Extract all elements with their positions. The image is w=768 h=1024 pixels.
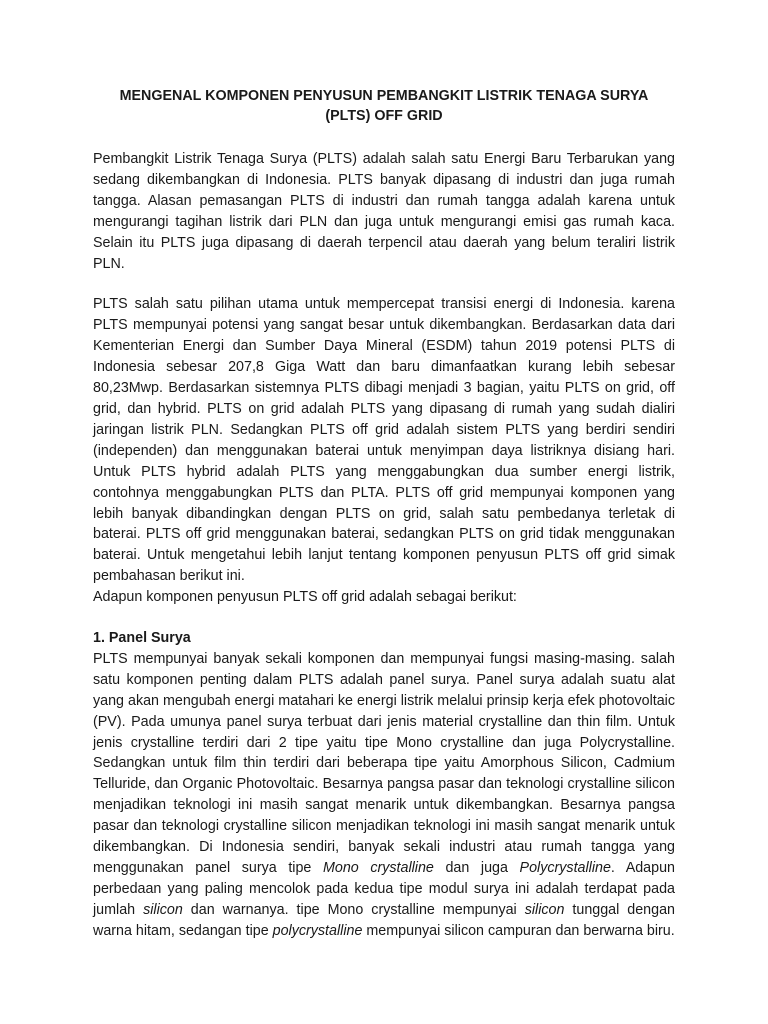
panel-surya-text-d: dan warnanya. tipe Mono crystalline mempunyai — [182, 901, 525, 918]
panel-surya-text-a: PLTS mempunyai banyak sekali komponen dan mempunyai fungsi masing-masing. salah satu komponen penting dalam PLTS adalah panel surya. Panel surya adalah suatu alat yang akan mengubah energi matahari ke energi listrik melalui prinsip kerja efek photovoltaic (PV). Pada umunya panel surya terbuat dari jenis material crystalline dan thin film. Untuk jenis crystalline terdiri dari 2 tipe yaitu tipe Mono crystalline dan juga Polycrystalline. Sedangkan untuk film thin terdiri dari beberapa tipe yaitu Amorphous Silicon, Cadmium Telluride, dan Organic Photovoltaic. Besarnya pangsa pasar dan teknologi crystalline silicon menjadikan teknologi ini masih sangat menarik untuk dikembangkan. Besarnya pangsa pasar dan teknologi crystalline silicon menjadikan teknologi ini masih sangat menarik untuk dikembangkan. Di Indonesia sendiri, banyak sekali industri atau rumah tangga yang menggunakan panel surya tipe — [93, 650, 675, 876]
section-heading-panel-surya: 1. Panel Surya — [93, 630, 191, 647]
panel-surya-em-silicon-2: silicon — [524, 901, 565, 918]
panel-surya-em-mono: Mono crystalline — [322, 860, 434, 876]
paragraph-components-intro: Adapun komponen penyusun PLTS off grid adalah sebagai berikut: — [93, 589, 517, 606]
panel-surya-em-poly-2: polycrystalline — [272, 922, 363, 939]
panel-surya-text-e: tunggal dengan warna hitam, sedangan tipe — [93, 901, 675, 939]
panel-surya-em-poly: Polycrystalline — [519, 860, 611, 876]
document-title — [93, 86, 675, 126]
panel-surya-text-f: mempunyai silicon campuran dan berwarna biru. — [362, 922, 675, 939]
title-line-1: MENGENAL KOMPONEN PENYUSUN PEMBANGKIT LISTRIK TENAGA SURYA — [119, 88, 649, 104]
panel-surya-text-c: . Adapun perbedaan yang paling mencolok pada kedua tipe modul surya ini adalah terdapat pada jumlah — [93, 860, 675, 918]
paragraph-panel-surya — [93, 649, 675, 942]
panel-surya-em-silicon-1: silicon — [143, 901, 183, 918]
title-line-2: (PLTS) OFF GRID — [325, 108, 443, 124]
panel-surya-text-b: dan juga — [433, 860, 520, 876]
paragraph-intro: Pembangkit Listrik Tenaga Surya (PLTS) adalah salah satu Energi Baru Terbarukan yang sedang dikembangkan di Indonesia. PLTS banyak dipasang di industri dan juga rumah tangga. Alasan pemasangan PLTS di industri dan rumah tangga adalah karena untuk mengurangi tagihan listrik dari PLN dan juga untuk mengurangi emisi gas rumah kaca. Selain itu PLTS juga dipasang di daerah terpencil atau daerah yang belum teraliri listrik PLN. — [93, 151, 675, 272]
paragraph-plts-overview: PLTS salah satu pilihan utama untuk mempercepat transisi energi di Indonesia. karena PLTS mempunyai potensi yang sangat besar untuk dikembangkan. Berdasarkan data dari Kementerian Energi dan Sumber Daya Mineral (ESDM) tahun 2019 potensi PLTS di Indonesia sebesar 207,8 Giga Watt dan baru dimanfaatkan kurang lebih sebesar 80,23Mwp. Berdasarkan sistemnya PLTS dibagi menjadi 3 bagian, yaitu PLTS on grid, off grid, dan hybrid. PLTS on grid adalah PLTS yang dipasang di rumah yang sudah dialiri jaringan listrik PLN. Sedangkan PLTS off grid adalah sistem PLTS yang berdiri sendiri (independen) dan menggunakan baterai untuk menyimpan daya listriknya disiang hari. Untuk PLTS hybrid adalah PLTS yang menggabungkan dua sumber energi listrik, contohnya menggabungkan PLTS dan PLTA. PLTS off grid mempunyai komponen yang lebih banyak dibandingkan dengan PLTS on grid, salah satu pembedanya terletak di baterai. PLTS off grid menggunakan baterai, sedangkan PLTS on grid tidak menggunakan baterai. Untuk mengetahui lebih lanjut tentang komponen penyusun PLTS off grid simak pembahasan berikut ini. — [93, 296, 675, 585]
document-body — [93, 86, 675, 942]
